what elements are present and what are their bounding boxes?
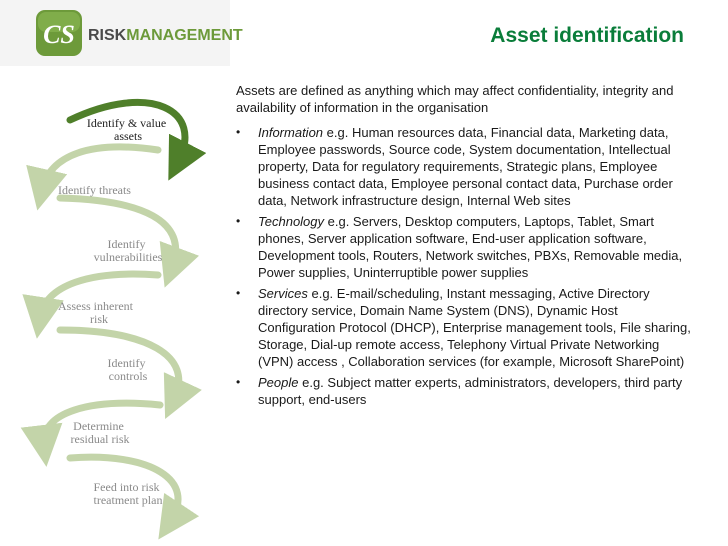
bullet-text: e.g. Subject matter experts, administrators, developers, third party support, end-users [258,375,683,407]
step-identify-vulnerabilities: Identify vulnerabilities [93,237,163,264]
step-identify-value-assets: Identify & value assets [86,116,167,143]
bullet-dot-icon: • [236,214,241,228]
bullet-dot-icon: • [236,125,241,139]
asset-category-list [236,124,696,408]
logo-initials: CS [43,20,75,49]
step-assess-inherent-risk: Assess inherent risk [58,299,133,326]
bullet-people [236,374,696,408]
bullet-dot-icon: • [236,375,241,389]
bullet-dot-icon: • [236,286,241,300]
risk-process-cycle-diagram [0,60,230,546]
step-feed-into-risk-treatment-plan: Feed into risk treatment plan [93,480,163,507]
cs-risk-management-logo [0,0,243,66]
bullet-term: Technology [258,214,325,229]
step-identify-controls: Identify controls [107,356,148,383]
logo-brand-rest: MANAGEMENT [126,27,243,44]
bullet-information [236,124,696,209]
bullet-text: e.g. Human resources data, Financial data, Marketing data, Employee passwords, Source code, System documentation, Intellectual property, Data for regulatory requirements, Strategic plans, Employee business contact data, Employee personal contact data, Purchase order data, Network infrastructure design, Internal Web sites [258,125,673,208]
intro-text: Assets are defined as anything which may affect confidentiality, integrity and availability of information in the organisation [236,83,674,115]
bullet-technology [236,213,696,281]
bullet-services [236,285,696,370]
bullet-term: Services [258,286,308,301]
step-determine-residual-risk: Determine residual risk [70,419,130,446]
slide-title: Asset identification [490,24,684,47]
bullet-term: Information [258,125,324,140]
step-identify-threats: Identify threats [58,183,131,197]
bullet-text: e.g. Servers, Desktop computers, Laptops, Tablet, Smart phones, Server application software, End-user application software, Development tools, Routers, Network switches, PBXs, Removable media, Power supplies, Uninterruptible power supplies [258,214,683,280]
bullet-text: e.g. E-mail/scheduling, Instant messaging, Active Directory directory service, Domain Name System (DNS), Dynamic Host Configuration Protocol (DHCP), Enterprise management tools, File sharing, Storage, Dial-up remote access, Telephony Virtual Private Networking (VPN) access , Collaboration services (for example, Microsoft SharePoint) [258,286,691,369]
logo-brand-bold: RISK [88,27,127,44]
bullet-term: People [258,375,299,390]
asset-definition-content [236,82,696,412]
svg-text:RISKMANAGEMENT [88,27,243,44]
